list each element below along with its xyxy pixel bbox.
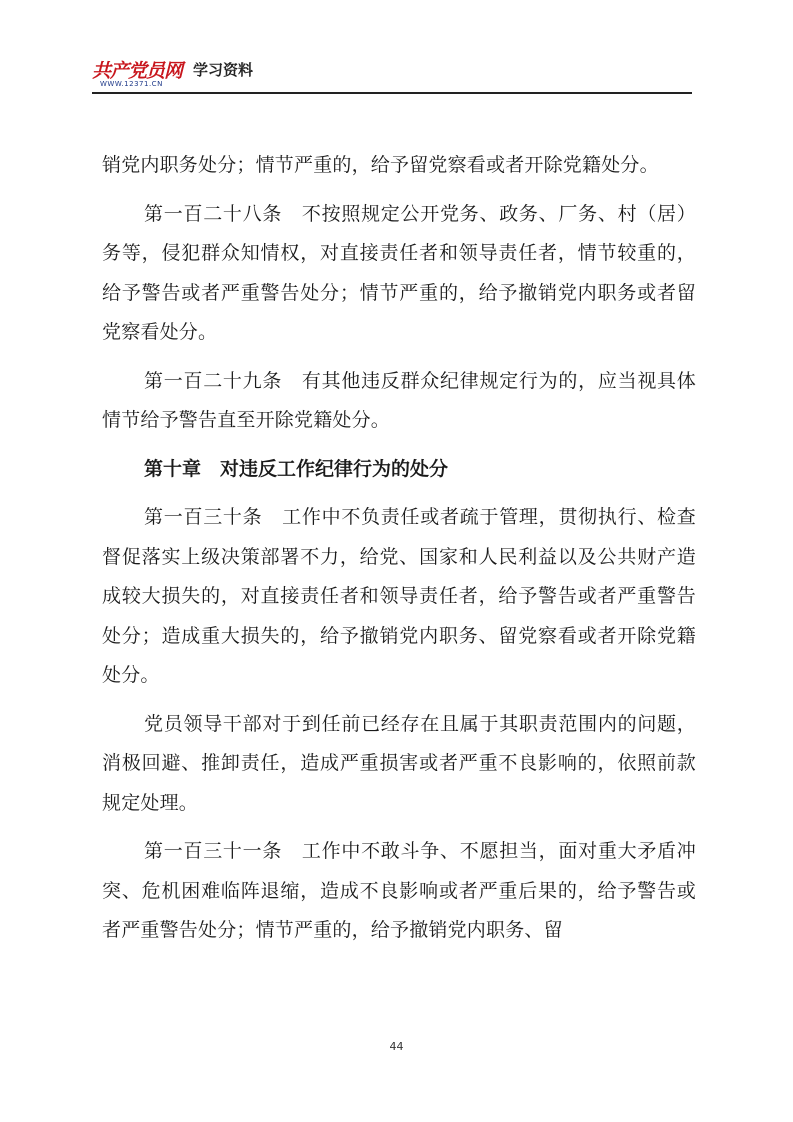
- page-number: 44: [389, 1040, 404, 1053]
- article-128: 第一百二十八条 不按照规定公开党务、政务、厂务、村（居）务等，侵犯群众知情权，对直接责任者和领导责任者，情节较重的，给予警告或者严重警告处分；情节严重的，给予撤销党内职务或者留党察看处分。: [102, 202, 696, 343]
- logo-text: 共产党员网: [92, 60, 183, 82]
- article-131: 第一百三十一条 工作中不敢斗争、不愿担当，面对重大矛盾冲突、危机困难临阵退缩，造成不良影响或者严重后果的，给予警告或者严重警告处分；情节严重的，给予撤销党内职务、留: [102, 840, 696, 941]
- chapter-heading: 第十章 对违反工作纪律行为的处分: [144, 457, 449, 480]
- header-divider: [92, 92, 692, 94]
- header-title: 学习资料: [193, 61, 254, 79]
- paragraph-continued: 销党内职务处分；情节严重的，给予留党察看或者开除党籍处分。: [102, 154, 659, 176]
- page-header: [92, 48, 692, 94]
- article-129: 第一百二十九条 有其他违反群众纪律规定行为的，应当视具体情节给予警告直至开除党籍处分。: [102, 369, 696, 431]
- logo-url: WWW.12371.CN: [100, 80, 163, 88]
- article-130-clause-2: 党员领导干部对于到任前已经存在且属于其职责范围内的问题，消极回避、推卸责任，造成严重损害或者严重不良影响的，依照前款规定处理。: [102, 712, 696, 814]
- site-logo: [92, 56, 184, 90]
- article-130: 第一百三十条 工作中不负责任或者疏于管理，贯彻执行、检查督促落实上级决策部署不力，给党、国家和人民利益以及公共财产造成较大损失的，对直接责任者和领导责任者，给予警告或者严重警告处分；造成重大损失的，给予撤销党内职务、留党察看或者开除党籍处分。: [102, 506, 696, 686]
- document-body: [102, 146, 696, 951]
